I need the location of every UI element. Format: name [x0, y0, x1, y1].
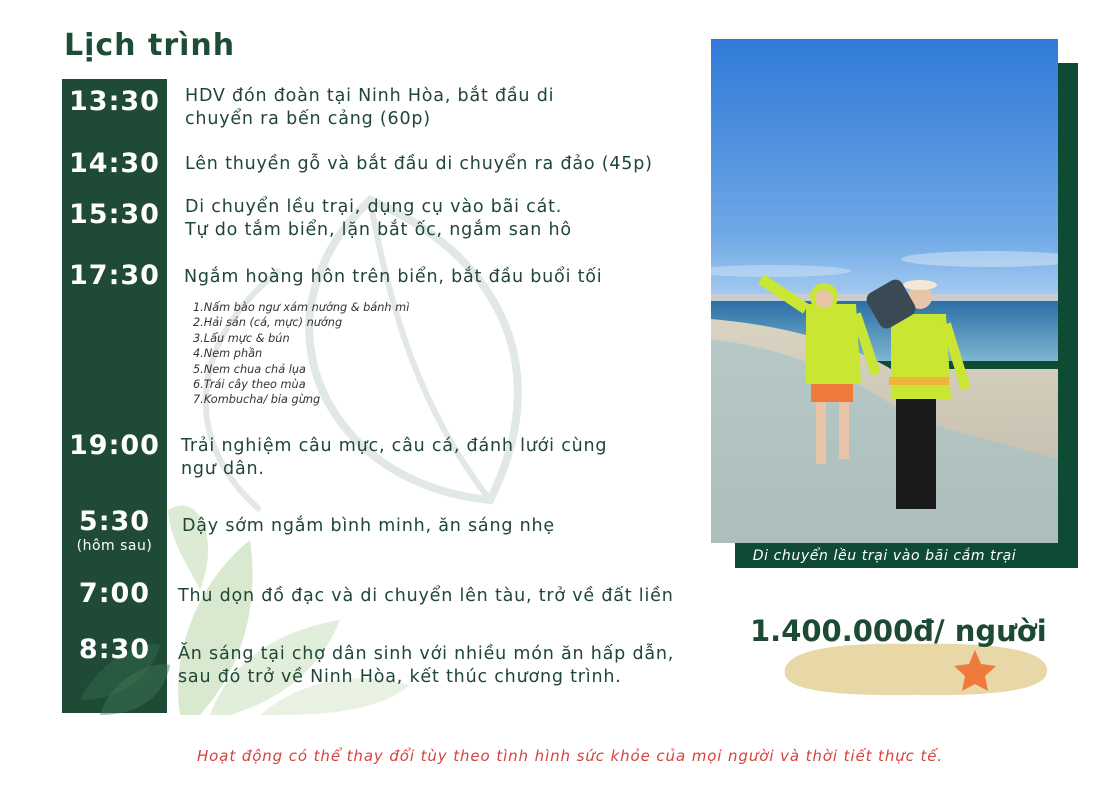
disclaimer-note: Hoạt động có thể thay đổi tùy theo tình hình sức khỏe của mọi người và thời tiết thực tế. [196, 747, 944, 765]
photo-caption: Di chuyển lều trại vào bãi cắm trại [752, 548, 1017, 564]
time-label: 5:30 [78, 506, 151, 537]
list-item: 4.Nem phần [193, 347, 263, 361]
activity-description: Ngắm hoàng hôn trên biển, bắt đầu buổi tối [184, 267, 603, 287]
list-item: 2.Hải sản (cá, mực) nướng [193, 316, 343, 330]
activity-description: Trải nghiệm câu mực, câu cá, đánh lưới cùng ngư dân. [181, 436, 608, 479]
list-item: 7.Kombucha/ bia gừng [193, 393, 321, 407]
time-sublabel: (hôm sau) [76, 538, 153, 554]
activity-description: Thu dọn đồ đạc và di chuyển lên tàu, trở về đất liền [178, 586, 674, 606]
price-label: 1.400.000đ/ người [750, 614, 1047, 648]
time-label: 7:00 [78, 578, 151, 609]
list-item: 3.Lẩu mực & bún [193, 331, 290, 345]
time-label: 15:30 [69, 199, 160, 230]
list-item: 6.Trái cây theo mùa [193, 378, 306, 392]
time-label: 17:30 [69, 260, 160, 291]
dinner-menu-list [193, 300, 409, 408]
list-item: 5.Nem chua chả lụa [193, 362, 306, 376]
activity-description: Ăn sáng tại chợ dân sinh với nhiều món ăn hấp dẫn, sau đó trở về Ninh Hòa, kết thúc chương trình. [178, 644, 675, 687]
activity-description: Lên thuyền gỗ và bắt đầu di chuyển ra đảo (45p) [185, 154, 653, 174]
activity-description: Dậy sớm ngắm bình minh, ăn sáng nhẹ [182, 516, 555, 536]
time-label: 13:30 [69, 86, 160, 117]
beach-photo [711, 39, 1058, 543]
list-item: 1.Nấm bào ngư xám nướng & bánh mì [193, 301, 410, 314]
page-title: Lịch trình [64, 28, 236, 63]
time-label: 14:30 [69, 148, 160, 179]
time-label: 19:00 [69, 430, 160, 461]
activity-description: Di chuyển lều trại, dụng cụ vào bãi cát. Tự do tắm biển, lặn bắt ốc, ngắm san hô [185, 197, 572, 240]
activity-description: HDV đón đoàn tại Ninh Hòa, bắt đầu di chuyển ra bến cảng (60p) [185, 86, 555, 129]
time-label: 8:30 [78, 634, 151, 665]
